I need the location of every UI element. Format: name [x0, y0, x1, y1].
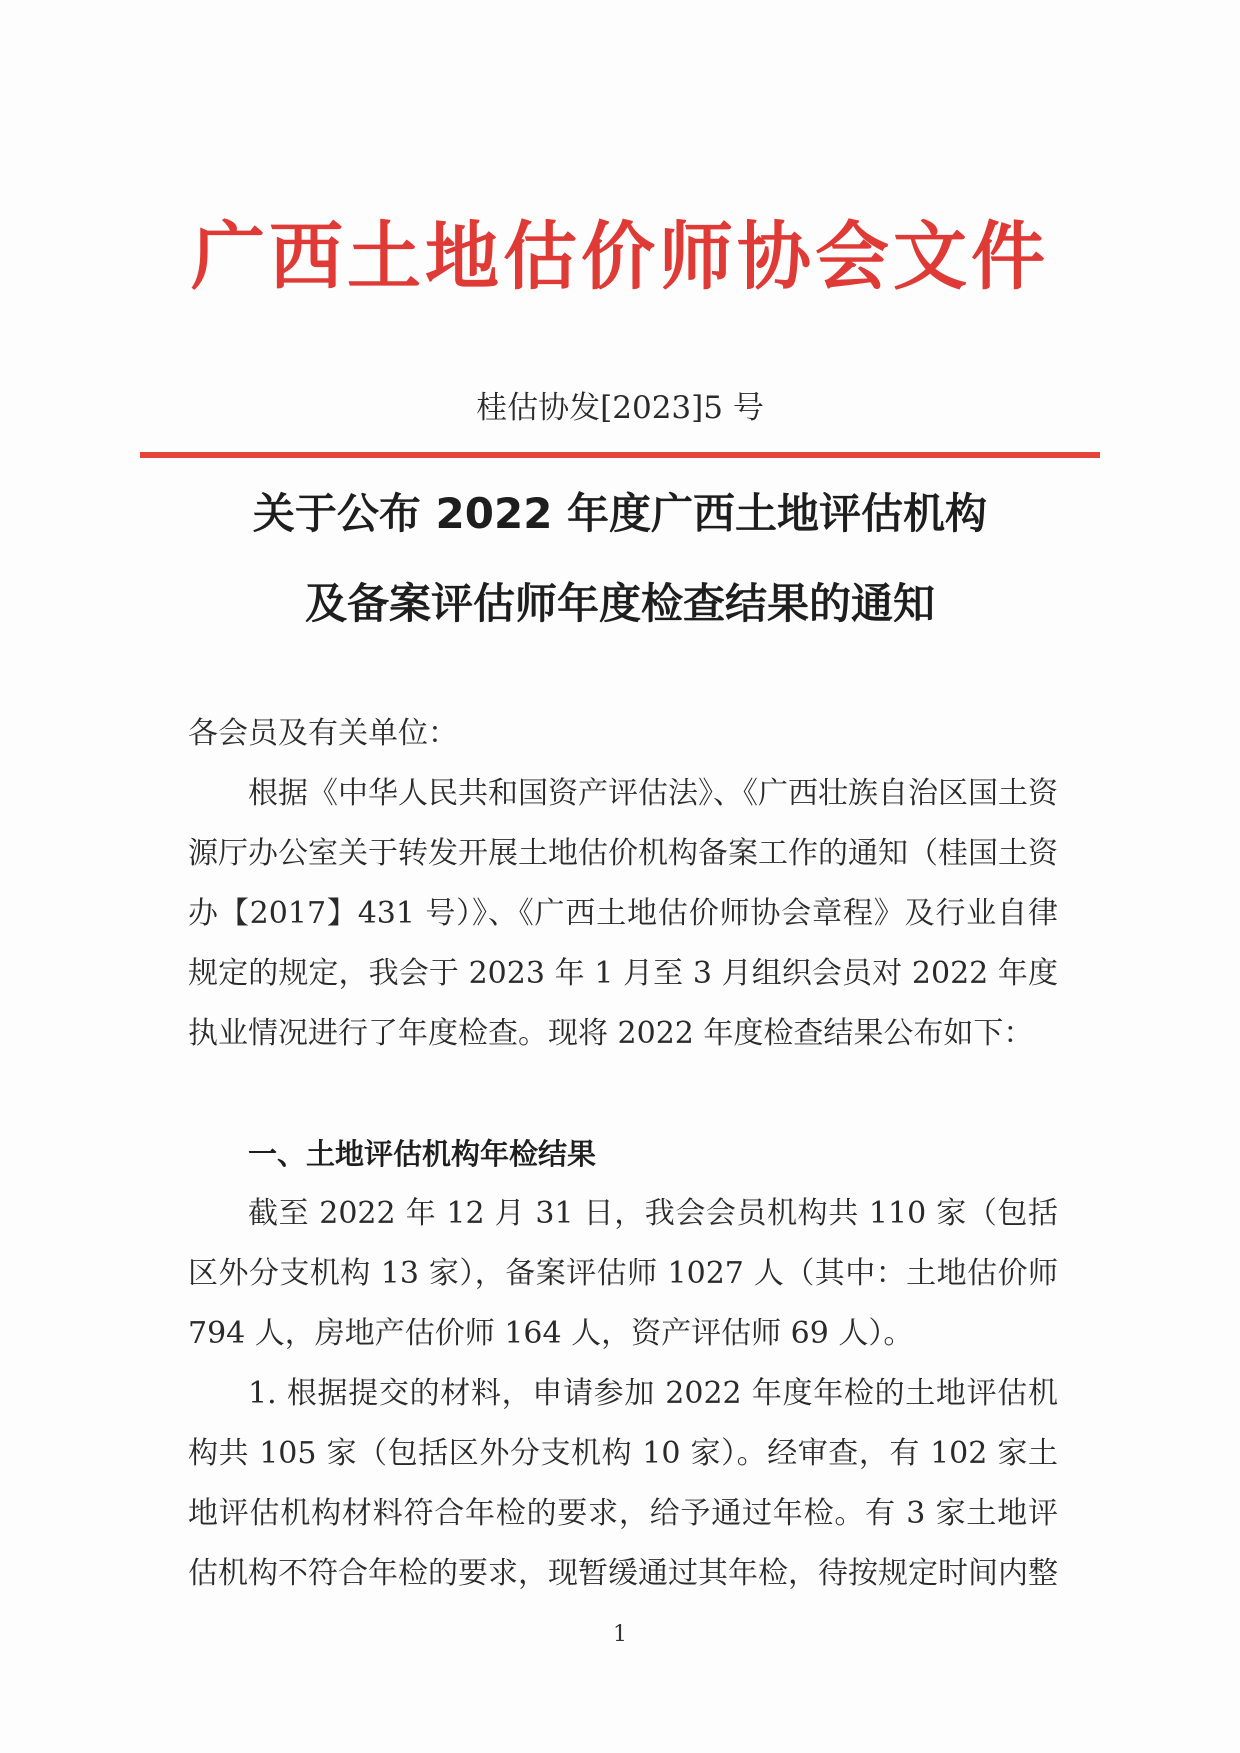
- body-paragraph-1: 根据《中华人民共和国资产评估法》、《广西壮族自治区国土资源厅办公室关于转发开展土地估价机构备案工作的通知（桂国土资办【2017】431 号）》、《广西土地估价师协会章程》及行业自律规定的规定，我会于 2023 年 1 月至 3 月组织会员对 2022 年度执业情况进行了年度检查。现将 2022 年度检查结果公布如下：: [188, 776, 1058, 1051]
- body-paragraph-3: 1. 根据提交的材料，申请参加 2022 年度年检的土地评估机构共 105 家（包括区外分支机构 10 家）。经审查，有 102 家土地评估机构材料符合年检的要求，给予通过年检。有 3 家土地评估机构不符合年检的要求，现暂缓通过其年检，待按规定时间内整: [188, 1376, 1058, 1591]
- document-number: 桂估协发[2023]5 号: [476, 390, 764, 426]
- section-heading-1: 一、土地评估机构年检结果: [248, 1137, 597, 1171]
- page-number: 1: [613, 1622, 627, 1647]
- notice-title-line-1: 关于公布 2022 年度广西土地评估机构: [252, 489, 988, 538]
- letterhead-title: 广西土地估价师协会文件: [191, 214, 1049, 300]
- notice-title-line-2: 及备案评估师年度检查结果的通知: [304, 579, 935, 628]
- salutation: 各会员及有关单位：: [188, 716, 458, 751]
- body-paragraph-2: 截至 2022 年 12 月 31 日，我会会员机构共 110 家（包括区外分支机构 13 家），备案评估师 1027 人（其中：土地估价师 794 人，房地产估价师 164 人，资产评估师 69 人）。: [188, 1196, 1058, 1351]
- red-divider-rule: [140, 452, 1100, 458]
